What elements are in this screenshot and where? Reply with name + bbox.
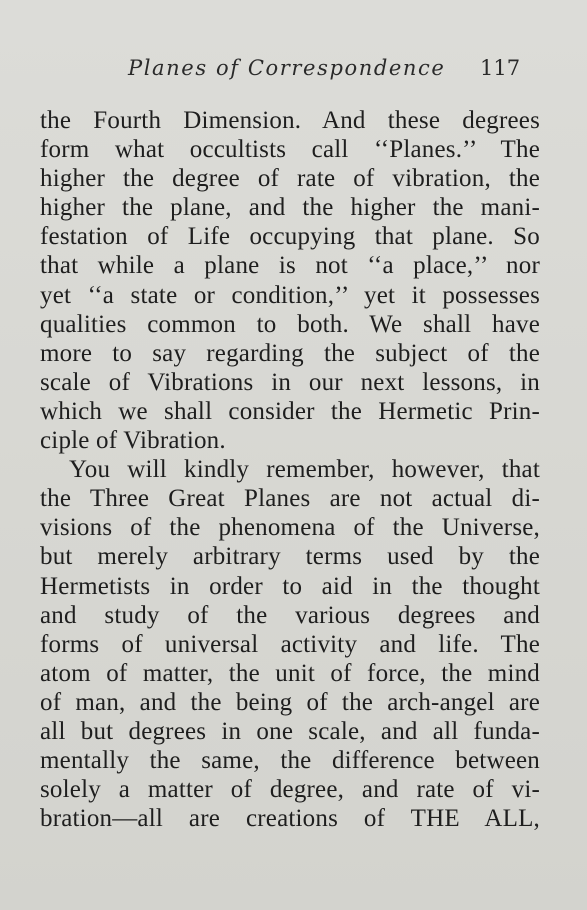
text-line: forms of universal activity and life. The [40, 630, 540, 658]
text-line: You will kindly remember, however, that [69, 456, 540, 484]
text-line: which we shall consider the Hermetic Prin- [40, 397, 540, 425]
text-line: more to say regarding the subject of the [40, 339, 540, 367]
text-line: form what occultists call ‘‘Planes.’’ The [40, 136, 540, 164]
running-head [0, 56, 587, 88]
text-line: atom of matter, the unit of force, the mind [40, 659, 540, 687]
body-text [40, 106, 540, 833]
running-title: Planes of Correspondence [128, 56, 446, 80]
text-line: that while a plane is not ‘‘a place,’’ nor [40, 252, 540, 280]
text-line: higher the degree of rate of vibration, the [40, 165, 540, 193]
text-line: higher the plane, and the higher the mani- [40, 194, 540, 222]
text-line: mentally the same, the difference between [40, 747, 540, 775]
text-line: the Fourth Dimension. And these degrees [40, 107, 540, 134]
text-line: Hermetists in order to aid in the thought [40, 572, 540, 600]
text-line: and study of the various degrees and [40, 601, 540, 629]
text-line: but merely arbitrary terms used by the [40, 543, 540, 571]
paragraph-2 [40, 455, 540, 833]
text-line: yet ‘‘a state or condition,’’ yet it possesses [40, 281, 540, 309]
text-line: bration—all are creations of THE ALL, [40, 805, 540, 833]
text-line: qualities common to both. We shall have [40, 310, 540, 338]
text-line: ciple of Vibration. [40, 427, 226, 455]
page-number: 117 [480, 56, 521, 80]
text-line: the Three Great Planes are not actual di- [40, 485, 540, 513]
paragraph-1 [40, 106, 540, 455]
text-line: scale of Vibrations in our next lessons, in [40, 368, 540, 396]
text-line: solely a matter of degree, and rate of vi- [40, 776, 540, 804]
text-line: visions of the phenomena of the Universe, [40, 514, 540, 542]
text-line: all but degrees in one scale, and all funda- [40, 717, 540, 745]
text-line: of man, and the being of the arch-angel are [40, 688, 540, 716]
text-line: festation of Life occupying that plane. So [40, 223, 540, 251]
